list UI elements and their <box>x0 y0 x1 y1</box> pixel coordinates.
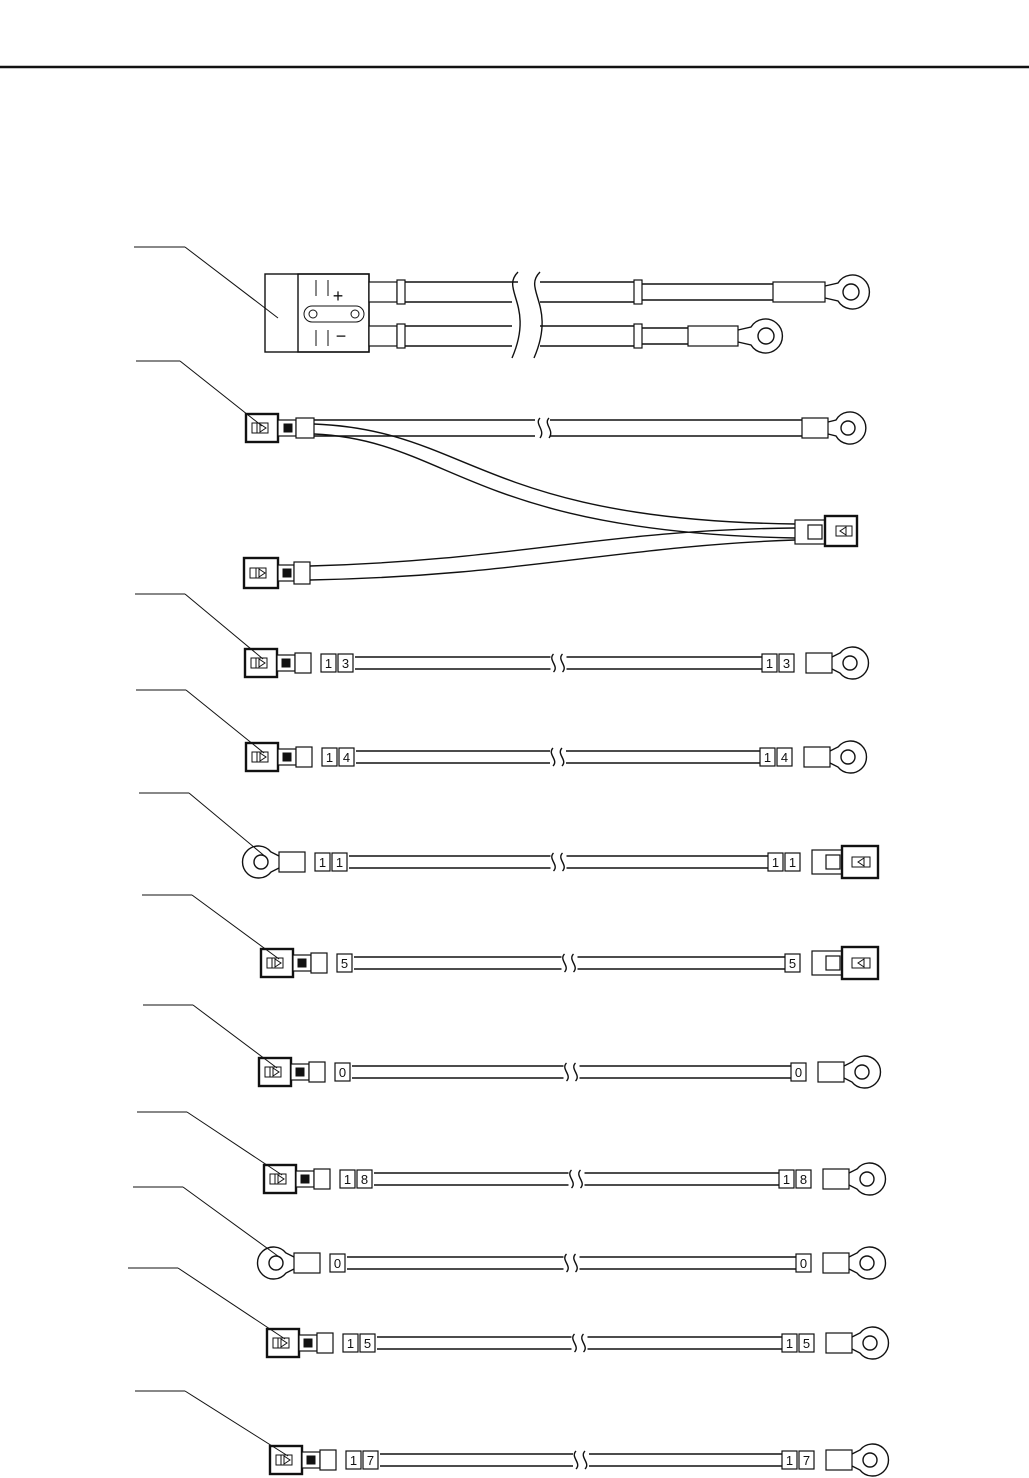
break-mark <box>552 654 564 672</box>
wire-harness <box>136 690 866 773</box>
wire-harness <box>135 1391 888 1476</box>
break-mark <box>552 853 564 871</box>
ring-terminal <box>806 647 868 679</box>
wire-marker-label: 3 <box>782 656 791 671</box>
wire-harness <box>135 594 868 679</box>
wire-marker-label: 7 <box>366 1453 375 1468</box>
wire-harness <box>137 1112 885 1195</box>
plus-symbol: + <box>332 286 344 306</box>
wire-marker-label: 1 <box>324 656 333 671</box>
break-mark <box>551 748 563 766</box>
wire-marker-label: 1 <box>765 656 774 671</box>
fork-terminal <box>246 743 312 771</box>
negative-cable <box>369 319 782 353</box>
minus-symbol: − <box>335 326 347 346</box>
wire-marker-label: 1 <box>343 1172 352 1187</box>
harness-list <box>128 594 888 1476</box>
wire-marker-label: 5 <box>340 956 349 971</box>
battery-connector <box>265 274 369 352</box>
ring-terminal <box>243 846 305 878</box>
break-mark <box>570 1170 582 1188</box>
ring-terminal <box>258 1247 320 1279</box>
wire-marker-label: 1 <box>771 855 780 870</box>
wire-marker-label: 4 <box>342 750 351 765</box>
break-mark <box>565 1063 577 1081</box>
wire-marker-label: 1 <box>325 750 334 765</box>
wire-harness <box>139 793 878 878</box>
wire-marker-label: 1 <box>335 855 344 870</box>
wire-marker-label: 1 <box>763 750 772 765</box>
wire-harness <box>133 1187 885 1279</box>
wire-marker-label: 8 <box>799 1172 808 1187</box>
wire-harness <box>143 1005 880 1088</box>
break-mark <box>574 1451 586 1469</box>
wire-marker-label: 4 <box>780 750 789 765</box>
y-split-harness <box>136 361 866 588</box>
fork-terminal <box>246 414 314 442</box>
wire-marker-label: 3 <box>341 656 350 671</box>
callout-leader <box>189 793 267 858</box>
fork-terminal <box>245 649 311 677</box>
fork-terminal <box>812 846 878 878</box>
wire-marker-label: 1 <box>318 855 327 870</box>
positive-cable <box>369 275 869 309</box>
ring-terminal <box>823 1163 885 1195</box>
wire-marker-label: 0 <box>333 1256 342 1271</box>
wire-marker-label: 0 <box>794 1065 803 1080</box>
wire-marker-label: 5 <box>788 956 797 971</box>
fork-terminal <box>270 1446 336 1474</box>
callout-leader <box>180 361 262 426</box>
wire-marker-label: 1 <box>788 855 797 870</box>
break-mark <box>534 272 542 358</box>
wire-marker-label: 1 <box>785 1336 794 1351</box>
fork-terminal <box>244 558 310 588</box>
break-mark <box>563 954 575 972</box>
wire-marker-label: 0 <box>338 1065 347 1080</box>
wire-marker-label: 1 <box>785 1453 794 1468</box>
fork-terminal <box>795 516 857 546</box>
wire-harness <box>142 895 878 979</box>
wire-marker-label: 0 <box>799 1256 808 1271</box>
wire-harness <box>128 1268 888 1359</box>
ring-terminal <box>826 1444 888 1476</box>
wire-marker-label: 7 <box>802 1453 811 1468</box>
break-mark <box>565 1254 577 1272</box>
ring-terminal <box>818 1056 880 1088</box>
break-mark <box>573 1334 585 1352</box>
ring-terminal <box>804 741 866 773</box>
wire-marker-label: 1 <box>346 1336 355 1351</box>
fork-terminal <box>812 947 878 979</box>
wire-marker-label: 5 <box>363 1336 372 1351</box>
break-mark <box>512 272 520 358</box>
wire-marker-label: 1 <box>349 1453 358 1468</box>
wire-marker-label: 5 <box>802 1336 811 1351</box>
ring-terminal <box>823 1247 885 1279</box>
callout-leader <box>185 247 278 318</box>
battery-connector-harness <box>134 247 869 358</box>
wire-marker-label: 8 <box>360 1172 369 1187</box>
wire-marker-label: 1 <box>782 1172 791 1187</box>
break-mark <box>538 418 550 438</box>
ring-terminal <box>826 1327 888 1359</box>
